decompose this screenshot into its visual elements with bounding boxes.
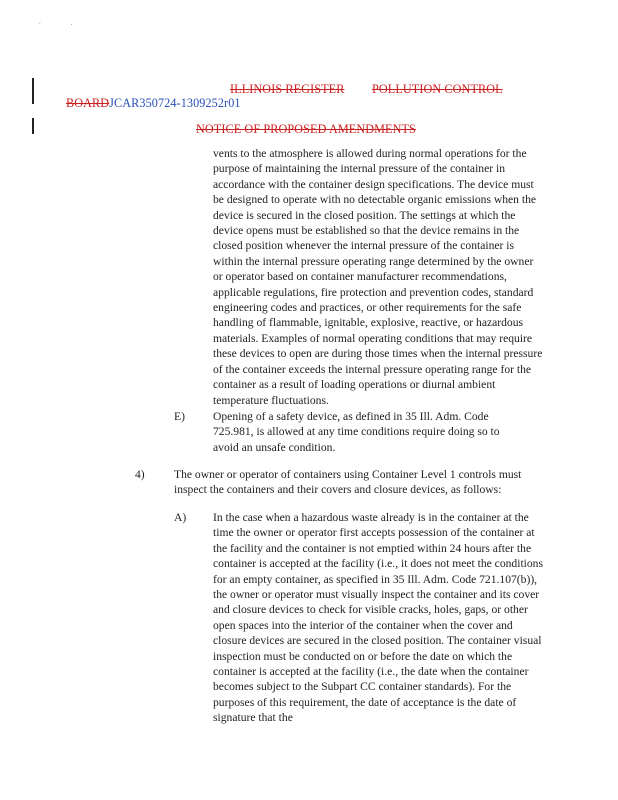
item-A-label: A): [174, 511, 187, 524]
item-4-label: 4): [135, 468, 145, 481]
scan-mark: ·: [70, 20, 74, 31]
item-E-label: E): [174, 410, 185, 423]
header-agency: POLLUTION CONTROL: [372, 82, 503, 96]
item-A-text: In the case when a hazardous waste already is in the container at the time the owner or operator first accepts possession of the container at the facility and the container is not emptied within 24 hours after the container is accepted at the facility (i.e., it does not meet the conditions for an empty container, as specified in 35 Ill. Adm. Code 721.107(b)), the owner or operator must visually inspect the container and its cover and closure devices to check for visible cracks, holes, gaps, or other open spaces into the interior of the container when the cover and closure devices are secured in the closed position. The container visual inspection must be conducted on or before the date on which the container is accepted at the facility (i.e., the date when the container becomes subject to the Subpart CC container standards). For the purposes of this requirement, the date of acceptance is the date of signature that the: [213, 511, 543, 725]
change-bar: [32, 118, 34, 134]
continuation-paragraph: vents to the atmosphere is allowed during normal operations for the purpose of maintaining the internal pressure of the container in accordance with the container design specifications. The device must be designed to operate with no detectable organic emissions when the device is secured in the closed position. The settings at which the device opens must be established so that the device remains in the closed position whenever the internal pressure of the container is within the internal pressure operating range determined by the owner or operator based on container manufacturer recommendations, applicable regulations, fire protection and prevention codes, standard engineering codes and practices, or other requirements for the safe handling of flammable, ignitable, explosive, reactive, or hazardous materials. Examples of normal operating conditions that may require these devices to open are during those times when the internal pressure of the container exceeds the internal pressure operating range for the container as a result of loading operations or diurnal ambient temperature fluctuations.: [213, 147, 543, 407]
header-board-struck: BOARD: [66, 96, 110, 110]
header-notice: NOTICE OF PROPOSED AMENDMENTS: [196, 122, 416, 136]
item-E-text: Opening of a safety device, as defined in 35 Ill. Adm. Code 725.981, is allowed at any time conditions require doing so to avoid an unsafe condition.: [213, 410, 500, 454]
item-4-text: The owner or operator of containers using Container Level 1 controls must inspect the containers and their covers and closure devices, as follows:: [174, 468, 522, 497]
change-bar: [32, 78, 34, 104]
header-doc-code: JCAR350724-1309252r01: [109, 96, 241, 110]
header-doc-line: [66, 96, 241, 111]
scan-mark: ´: [38, 22, 42, 33]
header-register: ILLINOIS REGISTER: [230, 82, 345, 96]
